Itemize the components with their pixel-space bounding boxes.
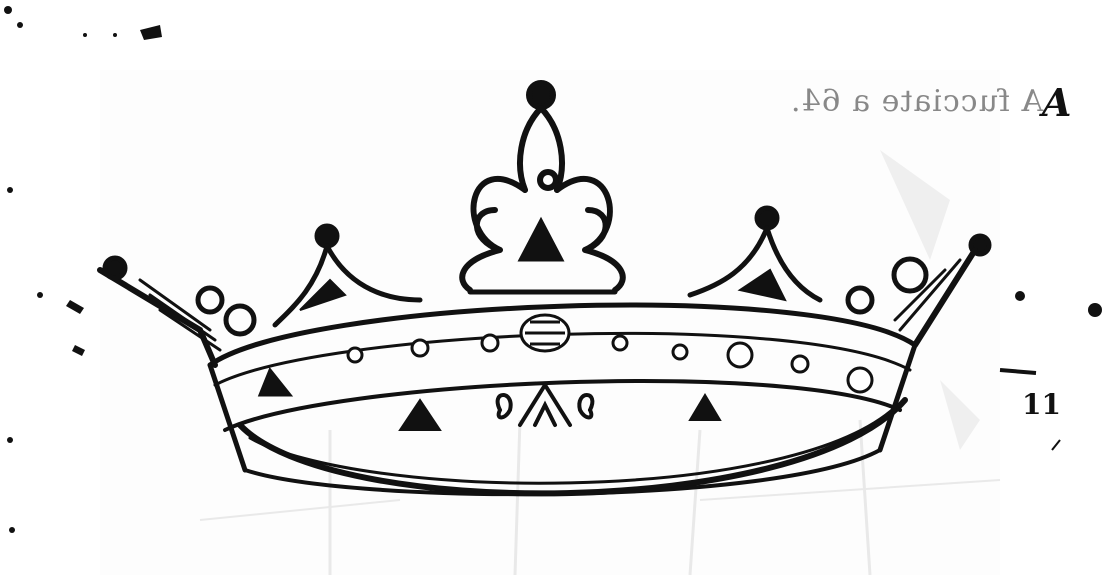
margin-numeral: 11 (1022, 388, 1061, 421)
caption-initial-letter: A (1042, 80, 1072, 125)
show-through-caption: A fucciate a 64. (790, 84, 1044, 119)
